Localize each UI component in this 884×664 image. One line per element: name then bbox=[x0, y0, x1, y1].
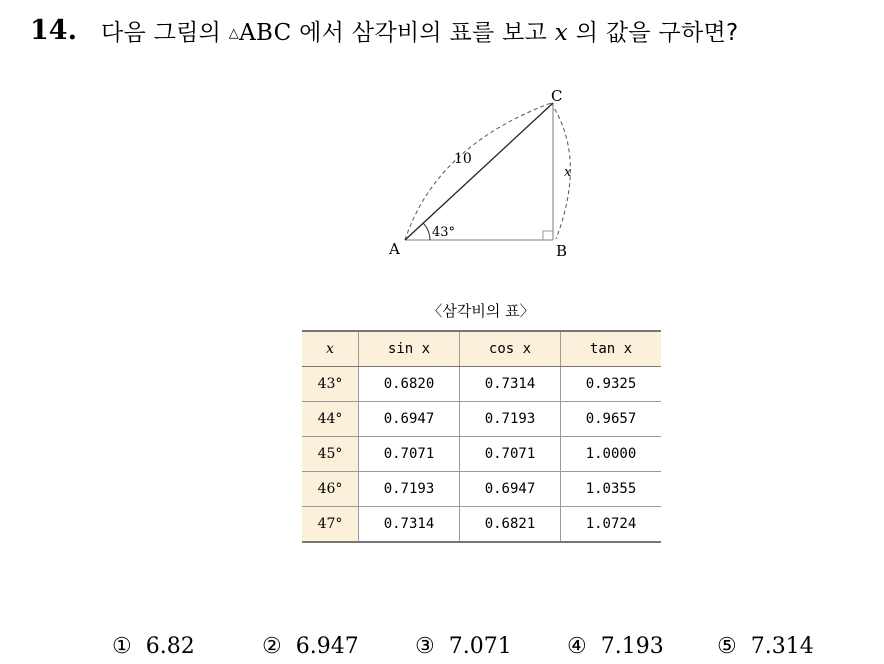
header-cos: cos x bbox=[460, 331, 561, 367]
table-row bbox=[302, 402, 661, 437]
choice-1[interactable] bbox=[112, 634, 195, 659]
choice-2-mark: ② bbox=[262, 634, 282, 659]
angle-cell: 47° bbox=[302, 507, 359, 543]
question-text-after: 의 값을 구하면? bbox=[568, 19, 739, 46]
choice-1-value: 6.82 bbox=[145, 634, 195, 659]
hypotenuse-label: 10 bbox=[454, 151, 472, 167]
cos-cell: 0.7193 bbox=[460, 402, 561, 437]
answer-choices bbox=[0, 634, 884, 664]
angle-cell: 46° bbox=[302, 472, 359, 507]
tan-cell: 1.0355 bbox=[561, 472, 662, 507]
question-text-middle: 에서 삼각비의 표를 보고 bbox=[291, 19, 555, 46]
angle-label: 43° bbox=[432, 225, 456, 240]
table-row bbox=[302, 437, 661, 472]
trig-table bbox=[302, 330, 661, 543]
sin-cell: 0.6947 bbox=[359, 402, 460, 437]
side-x-label: x bbox=[564, 165, 572, 180]
choice-3-value: 7.071 bbox=[448, 634, 512, 659]
choice-4[interactable] bbox=[567, 634, 664, 659]
table-row bbox=[302, 507, 661, 543]
angle-cell: 45° bbox=[302, 437, 359, 472]
tan-cell: 0.9325 bbox=[561, 367, 662, 402]
header-tan: tan x bbox=[561, 331, 662, 367]
header-sin: sin x bbox=[359, 331, 460, 367]
choice-5[interactable] bbox=[717, 634, 814, 659]
cos-cell: 0.6947 bbox=[460, 472, 561, 507]
choice-4-mark: ④ bbox=[567, 634, 587, 659]
side-ac bbox=[405, 103, 553, 240]
triangle-label: ABC bbox=[239, 19, 292, 46]
choice-1-mark: ① bbox=[112, 634, 132, 659]
question-variable: x bbox=[554, 19, 569, 46]
choice-2-value: 6.947 bbox=[295, 634, 359, 659]
cos-cell: 0.7071 bbox=[460, 437, 561, 472]
table-row bbox=[302, 367, 661, 402]
header-x: x bbox=[302, 331, 359, 367]
angle-cell: 43° bbox=[302, 367, 359, 402]
choice-5-value: 7.314 bbox=[750, 634, 814, 659]
question-number: 14. bbox=[30, 14, 77, 46]
angle-cell: 44° bbox=[302, 402, 359, 437]
choice-3-mark: ③ bbox=[415, 634, 435, 659]
question-text-before: 다음 그림의 bbox=[100, 19, 229, 46]
triangle-symbol: △ bbox=[228, 25, 240, 41]
tan-cell: 1.0724 bbox=[561, 507, 662, 543]
tan-cell: 0.9657 bbox=[561, 402, 662, 437]
vertex-c-label: C bbox=[551, 87, 563, 105]
choice-4-value: 7.193 bbox=[600, 634, 664, 659]
table-row bbox=[302, 472, 661, 507]
table-header-row bbox=[302, 331, 661, 367]
table-caption: 〈삼각비의 표〉 bbox=[427, 302, 535, 320]
sin-cell: 0.7193 bbox=[359, 472, 460, 507]
vertex-b-label: B bbox=[556, 242, 568, 260]
cos-cell: 0.7314 bbox=[460, 367, 561, 402]
choice-3[interactable] bbox=[415, 634, 512, 659]
tan-cell: 1.0000 bbox=[561, 437, 662, 472]
cos-cell: 0.6821 bbox=[460, 507, 561, 543]
vertex-a-label: A bbox=[389, 240, 400, 258]
choice-5-mark: ⑤ bbox=[717, 634, 737, 659]
right-angle-marker bbox=[543, 231, 553, 240]
triangle-figure bbox=[0, 0, 884, 300]
angle-arc bbox=[423, 223, 430, 240]
sin-cell: 0.6820 bbox=[359, 367, 460, 402]
sin-cell: 0.7071 bbox=[359, 437, 460, 472]
choice-2[interactable] bbox=[262, 634, 359, 659]
sin-cell: 0.7314 bbox=[359, 507, 460, 543]
